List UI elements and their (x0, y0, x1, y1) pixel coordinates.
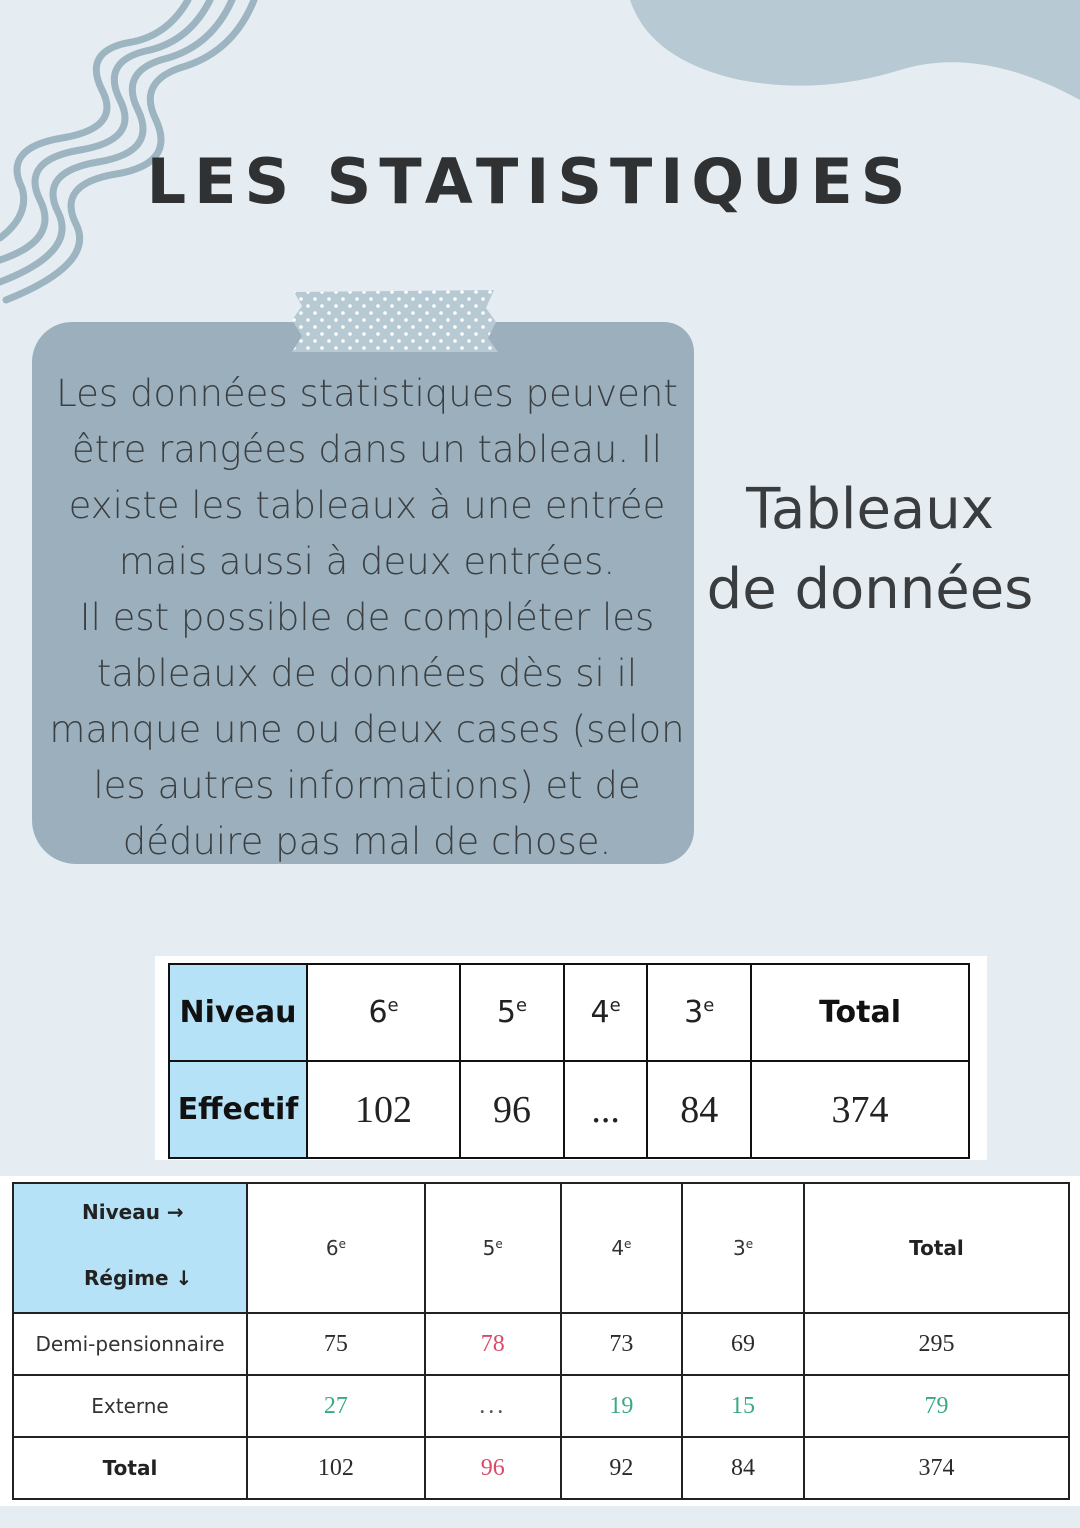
card-line: Il est possible de compléter les (79, 596, 655, 639)
total-value-cell: 374 (751, 1061, 969, 1158)
total-value-cell: 295 (804, 1313, 1069, 1375)
effectif-table-panel (155, 956, 987, 1160)
row-label: Total (13, 1437, 247, 1499)
bottom-strip (0, 1506, 1080, 1528)
table-row (13, 1375, 1069, 1437)
card-text (32, 366, 702, 870)
total-header-cell: Total (804, 1183, 1069, 1313)
section-heading-line: de données (706, 557, 1034, 622)
row-label: Demi-pensionnaire (13, 1313, 247, 1375)
total-value-cell: 374 (804, 1437, 1069, 1499)
value-cell: 96 (425, 1437, 561, 1499)
card-line: les autres informations) et de (93, 764, 641, 807)
row-label: Externe (13, 1375, 247, 1437)
card-line: déduire pas mal de chose. (122, 820, 612, 863)
regime-table (12, 1182, 1070, 1500)
value-cell: 84 (647, 1061, 751, 1158)
table-row (13, 1437, 1069, 1499)
row-header-niveau: Niveau (169, 964, 307, 1061)
row-header-effectif: Effectif (169, 1061, 307, 1158)
value-cell: 73 (561, 1313, 683, 1375)
table-row (13, 1313, 1069, 1375)
value-cell: 27 (247, 1375, 425, 1437)
effectif-table (168, 963, 970, 1159)
value-cell: 84 (682, 1437, 804, 1499)
level-cell: 5e (425, 1183, 561, 1313)
level-cell: 6e (307, 964, 460, 1061)
value-cell: 78 (425, 1313, 561, 1375)
value-cell: 92 (561, 1437, 683, 1499)
value-cell: 69 (682, 1313, 804, 1375)
total-value-cell: 79 (804, 1375, 1069, 1437)
value-cell: 19 (561, 1375, 683, 1437)
card-line: manque une ou deux cases (selon (49, 708, 685, 751)
level-cell: 3e (682, 1183, 804, 1313)
card-line: tableaux de données dès si il (96, 652, 638, 695)
washi-tape (290, 288, 500, 354)
corner-header-niveau: Niveau → (82, 1200, 184, 1224)
value-cell: 75 (247, 1313, 425, 1375)
level-cell: 4e (564, 964, 647, 1061)
level-cell: 6e (247, 1183, 425, 1313)
page-title: LES STATISTIQUES (146, 145, 914, 218)
card-line: mais aussi à deux entrées. (118, 540, 616, 583)
corner-header-regime: Régime ↓ (84, 1266, 193, 1290)
level-cell: 5e (460, 964, 564, 1061)
card-line: existe les tableaux à une entrée (68, 484, 666, 527)
value-cell: 96 (460, 1061, 564, 1158)
level-cell: 4e (561, 1183, 683, 1313)
value-cell: 15 (682, 1375, 804, 1437)
missing-value-cell: ... (564, 1061, 647, 1158)
level-cell: 3e (647, 964, 751, 1061)
section-heading (700, 470, 1040, 630)
card-line: être rangées dans un tableau. Il (71, 428, 663, 471)
value-cell: 102 (247, 1437, 425, 1499)
total-header-cell: Total (751, 964, 969, 1061)
section-heading-line: Tableaux (746, 477, 994, 542)
card-line: Les données statistiques peuvent (56, 372, 678, 415)
value-cell: 102 (307, 1061, 460, 1158)
regime-table-panel (0, 1176, 1080, 1506)
missing-value-cell: ... (425, 1375, 561, 1437)
corner-header (13, 1183, 247, 1313)
